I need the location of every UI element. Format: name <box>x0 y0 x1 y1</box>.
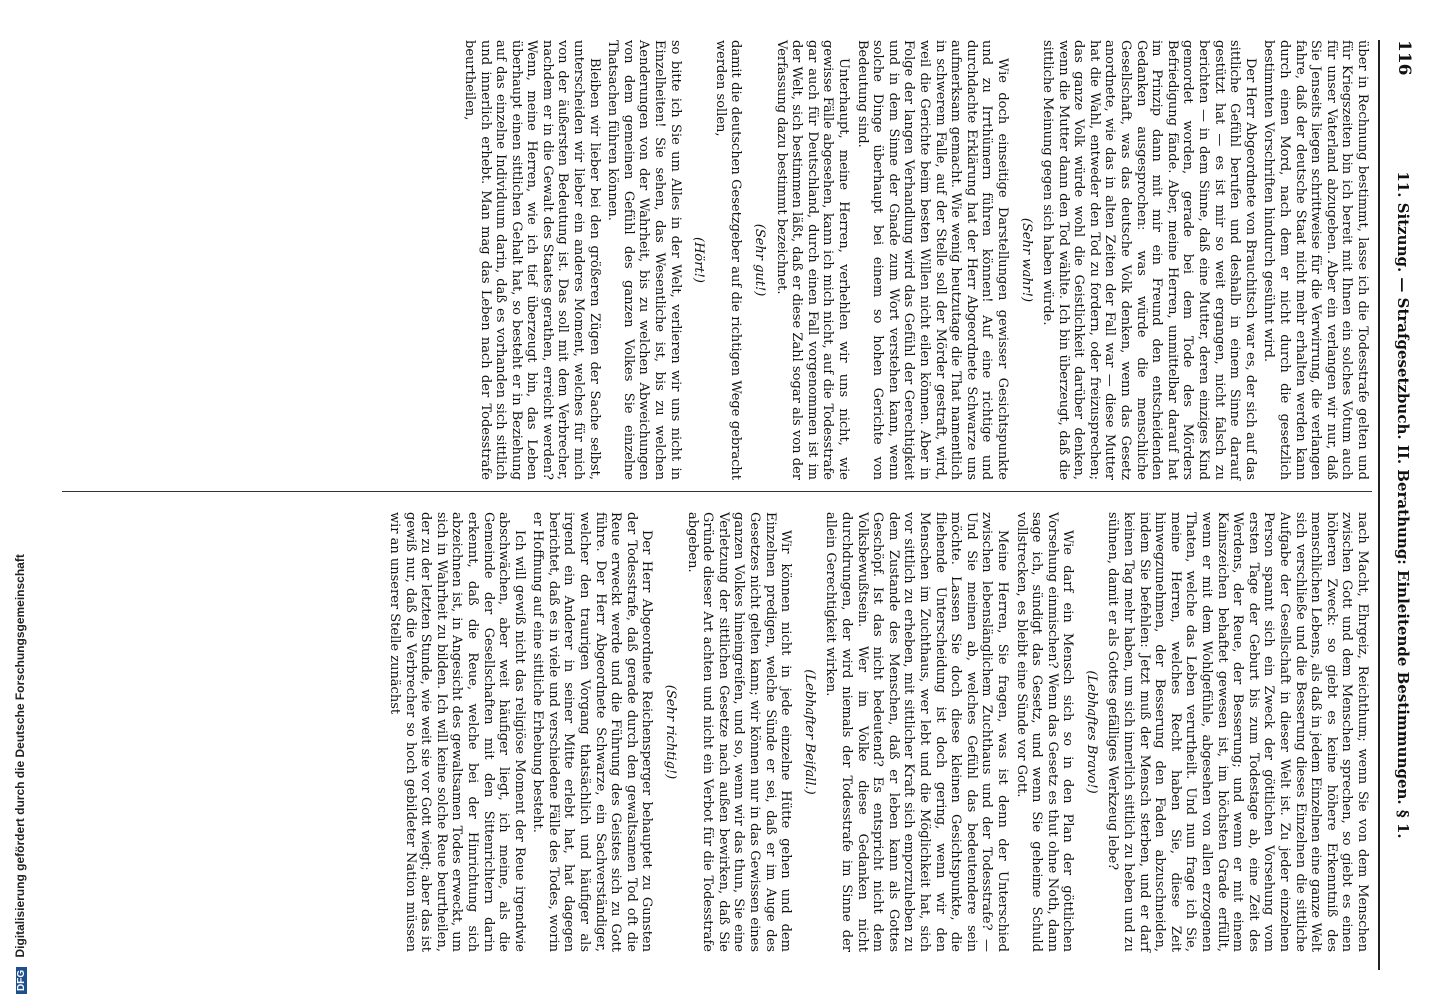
digitization-footer <box>0 0 26 1000</box>
right-column <box>383 512 1370 952</box>
footer-text <box>13 554 27 994</box>
paragraph: Meine Herren, Sie fragen, was ist denn der Unterschied zwischen lebenslänglichem Zuchthaus und der Todesstrafe? — Und Sie meinen ab, welches Gefühl das bedeutendere sein möchte. Lassen Sie doch diese kleinen Gesichtspunkte, die fliehende Unterscheidung ist doch gering, wenn wir den Menschen im Zuchthaus, wer lebt und die Möglichkeit hat, sich vor sittlich zu erheben, mit sittlicher Kraft sich emporzuheben zu dem Zustande des Menschen, daß er leben kann als Gottes Geschöpf. Ist das nicht bedeutend? Es entspricht nicht dem Volksbewußtsein. Wer im Volke diese Gedanken nicht durchdrungen, der wird niemals der Todesstrafe im Sinne der allein Gerechtigkeit wirken. <box>823 512 1010 952</box>
paragraph: Der Herr Abgeordnete Reichensperger behauptet zu Gunsten der Todesstrafe, daß gerade durch den gewaltsamen Tod oft die Reue erweckt werde und die Führung des Geistes sich zu Gott führe. Der Herr Abgeordnete Schwarze, ein Sachverständiger, welcher den traurigen Vorgang thatsächlich und häufiger als irgend ein Anderer in seiner Mitte erlebt hat, hat dagegen berichtet, daß es in viele und verschiedene Fälle des Todes, worin er Hoffnung auf eine sittliche Erhebung besteht. <box>530 512 655 952</box>
acclamation: (Sehr wahr!) <box>1018 217 1034 303</box>
paragraph: Der Herr Abgeordnete von Brauchitsch war es, der sich auf das sittliche Gefühl berufen und deshalb in einem Sinne darauf gestützt hat — es ist mir so weit ergangen, nicht falsch zu berichten — in dem Sinne, daß eine Mutter, deren einziges Kind gemordet worden, gerade bei dem Tode des Mörders Befriedigung fände. Aber, meine Herren, unmittelbar darauf hat im Prinzip dann mit mir ein Freund den entscheidenden Gedanken ausgesprochen: was würde die menschliche Gesellschaft, was das deutsche Volk denken, wenn das Gesetz anordnete, wie das in alten Zeiten der Fall war — diese Mutter hat die Wahl, entweder den Tod zu fordern, oder freizusprechen; das ganze Volk würde wohl die Geistlichkeit darüber denken, wenn die Mutter dann den Tod wählte. Ich bin überzeugt, daß die sittliche Meinung gegen sich haben würde. <box>1040 40 1258 480</box>
paragraph: Wir können nicht in jede einzelne Hütte gehen und dem Einzelnen predigen, welche Sünde er sei, daß er im Auge des Gesetzes nicht gelten kann; wir können nur in das Gewissen eines ganzen Volkes hineingreifen, und so, wenn wir das thun, Sie eine Verletzung der sittlichen Gesetze nach außen bewirken, daß Sie Gründe dieser Art achten und nicht ein Verbot für die Todesstrafe abgeben. <box>684 512 794 952</box>
paragraph: Ich will gewiß nicht das religiöse Moment der Reue irgendwie abschwächen, aber weit häufiger liegt, ich meine, als die Gemeinde der Gesellschaften mit den Sittenrichtern darin erkennt, daß die Reue, welche bei der Hinrichtung sich abzeichnen ist, in Angesicht des gewaltsamen Todes erweckt, um sich in Wahrheit zu bilden. Ich will keine solche Reue beurtheilen, der zu der letzten Stunde, wie weit sie vor Gott wiegt; aber das ist gewiß nur, daß die Verbrecher so hoch gebildeter Nation müssen wir an unserer Stelle zunächst <box>386 512 527 952</box>
acclamation: (Sehr gut!) <box>752 223 768 297</box>
scanned-page <box>26 0 1432 1000</box>
paragraph: über in Rechnung bestimmt, lasse ich die Todesstrafe gelten und für Kriegszeiten bin ich bereit mit Ihnen ein solches Votum auch für unser Vaterland abzugeben. Aber ein verlangen wir nur, daß Sie Jenseits liegen schrittweise für die Verwirrung, die verlangen fahre, daß der deutsche Staat nicht mehr erhalten werden kann durch einen Mord, nach dem er nicht durch die gesetzlich bestimmten Vorschriften hindurch gesühnt wird. <box>1261 40 1370 480</box>
acclamation: (Sehr richtig!) <box>663 684 679 780</box>
digitization-note: Digitalisierung gefördert durch die Deutsche Forschungsgemeinschaft <box>13 554 27 958</box>
page-header <box>1384 40 1414 970</box>
paragraph: damit die deutschen Gesetzgeber auf die richtigen Wege gebracht werden sollen, <box>712 40 744 480</box>
paragraph: Wie darf ein Mensch sich so in den Plan der göttlichen Vorsehung einmischen? Wenn das Gesetz es thut ohne Noth, dann sage ich, sündigt das Gesetz, und wenn Sie geheime Schuld vollstrecken, es bleibt eine Sünde vor Gott. <box>1013 512 1076 952</box>
paragraph: nach Macht, Ehrgeiz, Reichthum; wenn Sie von dem Menschen zwischen Gott und dem Menschen sprechen, so giebt es einen höheren Zweck: so giebt es keine höhere Erkenntniß des menschlichen Lebens, als daß in jedem Einzelnen eine ganze Welt sich verschließe und die Besserung dieses Einzelnen die sittliche Aufgabe der Gesellschaft in dieser Welt ist. Zu jeder einzelnen Person spannt sich ein Zweck der göttlichen Vorsehung vom ersten Tage der Geburt bis zum Todestage ab, eine Zeit des Werdens, der Reue, der Besserung; und wenn er mit einem Kainszeichen behaftet gewesen ist, im höchsten Grade erfüllt, wenn er mit dem Wohlgefühle, abgesehen von allen erzogenen Thaten, welche das Leben verurtheilt. Und nun frage ich Sie, meine Herren, welches Recht haben Sie, diese Zeit hinwegzunehmen, der Besserung den Faden abzuschneiden, indem Sie befehlen: Jetzt muß der Mensch sterben, und er darf keinen Tag mehr haben, um sich innerlich sittlich zu heben und zu sühnen, damit er als Gottes gefälliges Werkzeug lebe? <box>1105 512 1370 952</box>
dfg-logo: DFG <box>16 967 27 994</box>
paragraph: Wie doch einseitige Darstellungen gewisser Gesichtspunkte und zu Irrthümern führen können! Auf eine richtige und durchdachte Erklärung hat der Herr Abgeordnete Schwarze uns aufmerksam gemacht. Wie wenig heutzutage die That namentlich in schwerem Falle, auf der Stelle soll der Mörder gestraft, wird, weil die Gerichte beim besten Willen nicht eilen können. Aber in Folge der langen Verhandlung wird das Gefühl der Gerechtigkeit und in dem Sinne der Gnade zum Wort verstehen kann, wenn solche Dinge überhaupt bei einem so hohen Gerichte von Bedeutung sind. <box>854 40 1010 480</box>
left-column <box>458 40 1370 480</box>
header-rule <box>1378 40 1380 970</box>
acclamation: (Lebhaftes Bravo!) <box>1083 670 1099 794</box>
acclamation: (Hört!) <box>691 237 707 283</box>
running-title: 11. Sitzung. — Strafgesetzbuch. II. Berathung: Einleitende Bestimmungen. § 1. <box>1394 171 1412 839</box>
paragraph: so bitte ich Sie um Alles in der Welt, verlieren wir uns nicht in Einzelheiten! Sie sehen, das Wesentliche ist, bis zu welchen Aenderungen von der Wahrheit, bis zu welchen Abweichungen von dem gemeinen Gefühl des ganzen Volkes Sie einzelne Thatsachen führen können. <box>605 40 683 480</box>
rotated-page-content <box>26 0 1432 1000</box>
paragraph: Bleiben wir lieber bei den größeren Zügen der Sache selbst, unterscheiden wir lieber ein anderes Moment, welches für mich von der äußersten Bedeutung ist. Das soll mit dem Verbrecher, nachdem er in die Gewalt des Staates gerathen, erreicht werden? Wenn, meine Herren, wie ich tief überzeugt bin, das Leben überhaupt einen sittlichen Gehalt hat, so besteht er in Beziehung auf das einzelne Individuum darin, daß es vorhanden sich sittlich und innerlich erhebt. Man mag das Leben nach der Todesstrafe beurtheilen, <box>461 40 602 480</box>
paragraph: Unterhaupt, meine Herren, verhehlen wir uns nicht, wie gewisse Fälle abgesehen, kann ich mich nicht, auf die Todesstrafe gar auch für Deutschland, durch einen Fall vorgenommen ist im der Welt, sich bestimmen läßt, daß er diese Zahl sogar als von der Verfassung dazu bestimmt bezeichnet. <box>773 40 851 480</box>
column-divider <box>62 491 1372 492</box>
page-number: 116 <box>1394 40 1414 76</box>
acclamation: (Lebhafter Beifall.) <box>801 669 817 795</box>
